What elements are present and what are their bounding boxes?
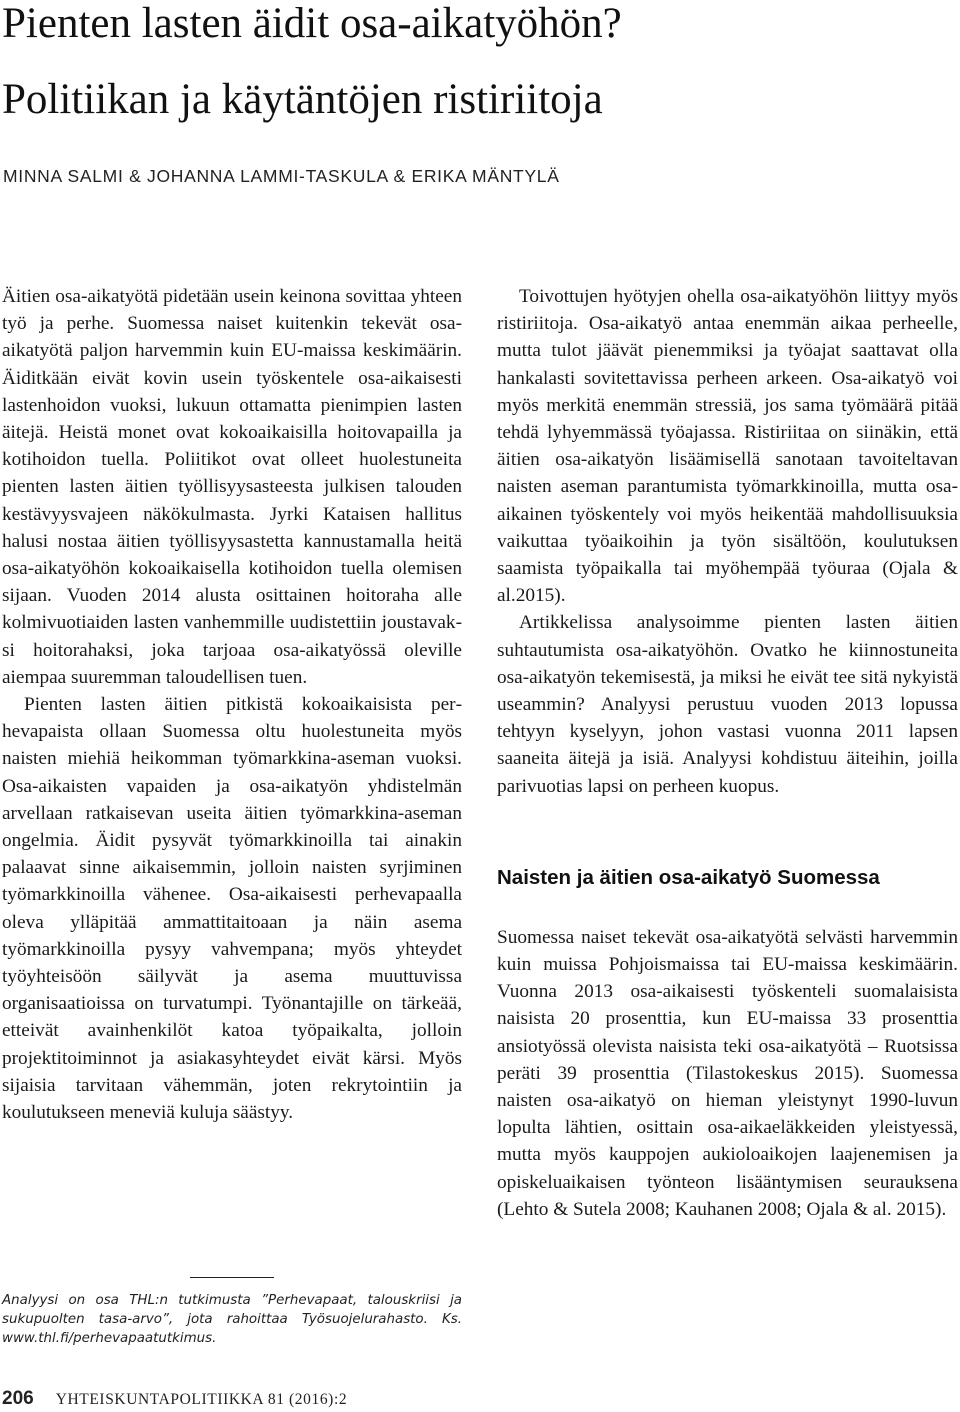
body-paragraph: Pienten lasten äitien pitkistä kokoaikaisista perhevapaista ollaan Suomessa oltu huolestuneita myös naisten miehiä heikomman työmarkkina-aseman vuoksi. Osa-aikaisten vapaiden ja osa-aikatyön yhdistelmän arvellaan ratkaisevan useita äitien työmarkkina-aseman ongelmia. Äidit pysyvät työmarkkinoilla tai ainakin palaavat sinne aikaisemmin, jolloin naisten syrjiminen työmarkkinoilla vähenee. Osa-aikaisesti perhevapaalla oleva ylläpitää ammattitaitoaan ja näin asema työmarkkinoilla pysyy vahvempana; myös yhteydet työyhteisöön säilyvät ja asema muuttuvissa organisaatioissa on turvatumpi. Työnantajille on tärkeää, etteivät avainhenkilöt katoa työpaikalta, jolloin projektitoiminnot ja asiakasyhteydet eivät kärsi. Myös sijaisia tarvitaan vähemmän, joten rekrytointiin ja koulutukseen meneviä kuluja säästyy. xyxy=(2,694,462,1124)
journal-name: YHTEISKUNTAPOLITIIKKA 81 (2016):2 xyxy=(55,1391,348,1408)
footnote-divider xyxy=(190,1277,274,1278)
body-paragraph: Äitien osa-aikatyötä pidetään usein keinona sovittaa yhteen työ ja perhe. Suomessa naiset kuitenkin tekevät osa-aikatyötä paljon harvemmin kuin EU-maissa keskimäärin. Äiditkään eivät kovin usein työskentele osa-aikaisesti lastenhoidon vuoksi, lukuun ottamatta pienimpien lasten äitejä. Heistä monet ovat kokoaikaisilla hoitovapailla ja kotihoidon tuella. Poliitikot ovat olleet huolestuneita pienten lasten äitien työllisyysasteesta julkisen talouden kestävyysvajeen näkökulmasta. Jyrki Kataisen hallitus halusi nostaa äitien työllisyysastetta kannustamalla heitä osa-aikatyöhön kokoaikaisella kotihoidon tuella olemisen sijaan. Vuoden 2014 alusta osittainen hoitoraha alle kolmivuotiaiden lasten vanhemmille uudistettiin joustavaksi hoitorahaksi, joka tarjoaa osa-aikatyössä oleville aiempaa suuremman taloudellisen tuen. xyxy=(2,286,462,688)
page-number: 206 xyxy=(2,1388,34,1409)
page-footer xyxy=(2,1388,347,1410)
author-line: MINNA SALMI & JOHANNA LAMMI-TASKULA & ERIKA MÄNTYLÄ xyxy=(3,166,560,186)
body-paragraph: Toivottujen hyötyjen ohella osa-aikatyöhön liittyy myös ristiriitoja. Osa-aikatyö antaa enemmän aikaa perheelle, mutta tulot jäävät pienemmiksi ja työajat saattavat olla hankalasti sovitettavissa perheen arkeen. Osa-aikatyö voi myös merkitä enemmän stressiä, jos sama työmäärä pitää tehdä lyhyemmässä työajassa. Ristiriitaa on siinäkin, että äitien osa-aikatyön lisäämisellä sanotaan tavoiteltavan naisten aseman parantumista työmarkkinoilla, mutta osa-aikainen työskentely voi myös heikentää mahdollisuuksia vaikuttaa työaikoihin ja työn sisältöön, koulutuksen saamista työpaikalla tai myöhempää työuraa (Ojala & al.2015). xyxy=(497,286,958,607)
section-heading: Naisten ja äitien osa-aikatyö Suomessa xyxy=(497,865,880,889)
footnote: Analyysi on osa THL:n tutkimusta ”Perhevapaat, talouskriisi ja sukupuolten tasa-arvo”, jota rahoittaa Työsuojelurahasto. Ks. www.thl.fi/perhevapaatutkimus. xyxy=(2,1293,462,1347)
body-paragraph: Suomessa naiset tekevät osa-aikatyötä selvästi harvemmin kuin muissa Pohjoismaissa tai EU-maissa keskimäärin. Vuonna 2013 osa-aikaisesti työskenteli suomalaisista naisista 20 prosenttia, kun EU-maissa 33 prosenttia ansiotyössä olevista naisista teki osa-aikatyötä – Ruotsissa peräti 39 prosenttia (Tilastokeskus 2015). Suomessa naisten osa-aikatyö on hieman yleistynyt 1990-luvun lopulta lähtien, osittain osa-aikaeläkkeiden yleistyessä, mutta myös kauppojen aukioloaikojen laajenemisen ja opiskeluaikaisen työnteon lisääntymisen seurauksena (Lehto & Sutela 2008; Kauhanen 2008; Ojala & al. 2015). xyxy=(497,926,958,1220)
body-paragraph: Artikkelissa analysoimme pienten lasten äitien suhtautumista osa-aikatyöhön. Ovatko he kiinnostuneita osa-aikatyön tekemisestä, ja miksi he eivät tee sitä nykyistä useammin? Analyysi perustuu vuoden 2013 lopussa tehtyyn kyselyyn, johon vastasi vuonna 2011 lapsen saaneita äitejä ja isiä. Analyysi kohdistuu äiteihin, joilla parivuotias lapsi on perheen kuopus. xyxy=(497,612,958,797)
left-column xyxy=(2,283,462,1126)
article-title: Pienten lasten äidit osa-aikatyöhön? xyxy=(2,0,622,47)
right-column xyxy=(497,283,958,1223)
article-subtitle: Politiikan ja käytäntöjen ristiriitoja xyxy=(2,76,603,123)
